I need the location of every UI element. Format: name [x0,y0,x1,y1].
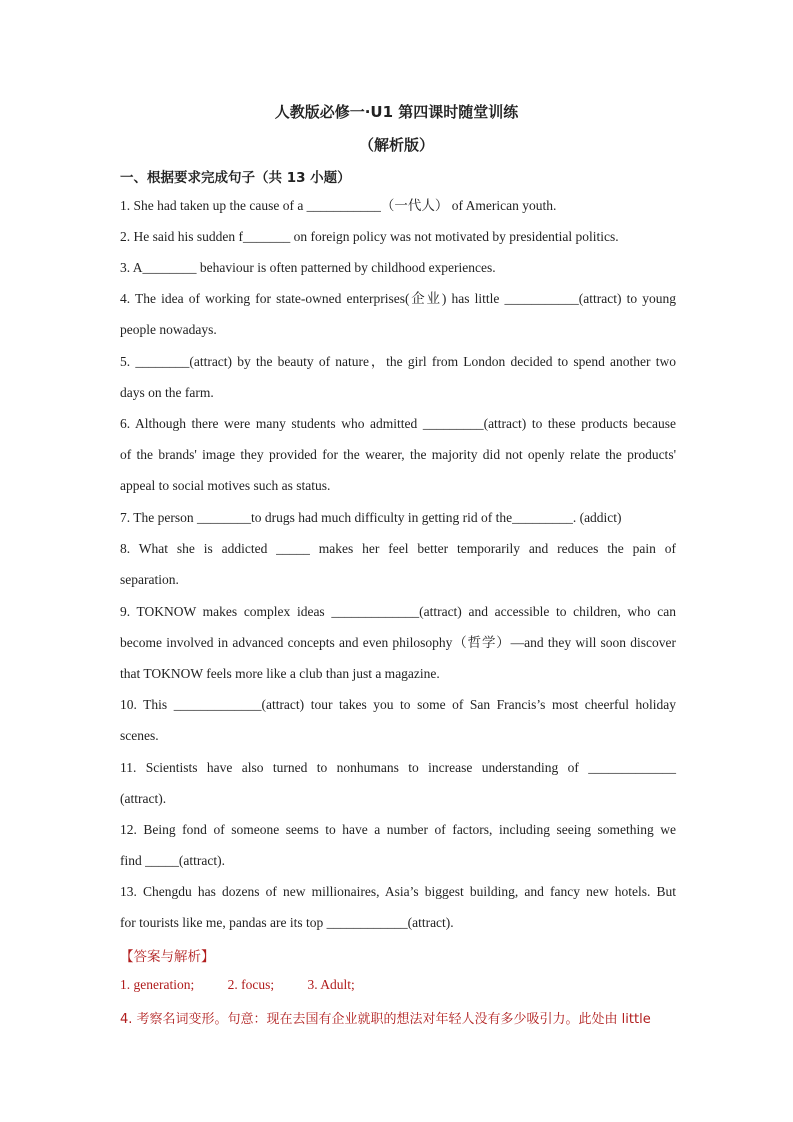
question-3 [120,252,676,283]
question-5 [120,346,676,408]
question-7 [120,502,676,533]
question-line: 3. A________ behaviour is often patterned by childhood experiences. [120,260,496,275]
question-line: 1. She had taken up the cause of a ___________（一代人） of American youth. [120,198,557,213]
document-subtitle: （解析版） [358,136,434,154]
question-line: find _____(attract). [120,853,225,869]
question-12 [120,814,676,876]
question-line: for tourists like me, pandas are its top ____________(attract). [120,915,454,931]
answer-item: 3. Adult; [307,977,355,992]
question-line: days on the farm. [120,385,214,401]
question-4 [120,283,676,345]
question-10 [120,689,676,751]
question-line: 2. He said his sudden f_______ on foreign policy was not motivated by presidential politics. [120,229,619,244]
question-8 [120,533,676,595]
answer-list [120,977,385,993]
question-line: 12. Being fond of someone seems to have a number of factors, including seeing something we [120,822,676,837]
question-line: appeal to social motives such as status. [120,478,331,494]
question-line: 6. Although there were many students who admitted _________(attract) to these products because [120,416,676,431]
question-line: separation. [120,572,179,588]
question-6 [120,408,676,502]
question-2 [120,221,676,252]
answer-item: 1. generation; [120,977,195,992]
question-line: 10. This _____________(attract) tour takes you to some of San Francis’s most cheerful holiday [120,697,676,712]
question-line: that TOKNOW feels more like a club than just a magazine. [120,666,440,682]
question-line: 8. What she is addicted _____ makes her feel better temporarily and reduces the pain of [120,541,676,556]
question-line: (attract). [120,791,167,807]
question-line: scenes. [120,728,159,744]
question-line: 11. Scientists have also turned to nonhumans to increase understanding of _____________ [120,760,676,775]
question-line: 13. Chengdu has dozens of new millionaires, Asia’s biggest building, and fancy new hotels. But [120,884,676,899]
question-line: 9. TOKNOW makes complex ideas _____________(attract) and accessible to children, who can [120,604,676,619]
answer-item: 2. focus; [227,977,275,992]
question-line: become involved in advanced concepts and even philosophy（哲学）—and they will soon discover [120,635,676,651]
section-heading: 一、根据要求完成句子（共 13 小题） [120,170,351,186]
question-1 [120,190,676,221]
question-13 [120,876,676,938]
answer-heading: 【答案与解析】 [120,949,215,965]
question-line: 4. The idea of working for state-owned enterprises(企业) has little ___________(attract) to young [120,291,676,306]
question-11 [120,752,676,814]
answer-analysis-4: 4. 考察名词变形。句意：现在去国有企业就职的想法对年轻人没有多少吸引力。此处由 little [120,1012,651,1027]
document-title: 人教版必修一·U1 第四课时随堂训练 [274,103,519,121]
question-line: people nowadays. [120,322,217,338]
question-line: 5. ________(attract) by the beauty of nature，the girl from London decided to spend another two [120,354,676,369]
question-9 [120,596,676,690]
question-line: 7. The person ________to drugs had much difficulty in getting rid of the_________. (addict) [120,510,622,525]
question-line: of the brands' image they provided for the wearer, the majority did not openly relate the products' [120,447,676,463]
